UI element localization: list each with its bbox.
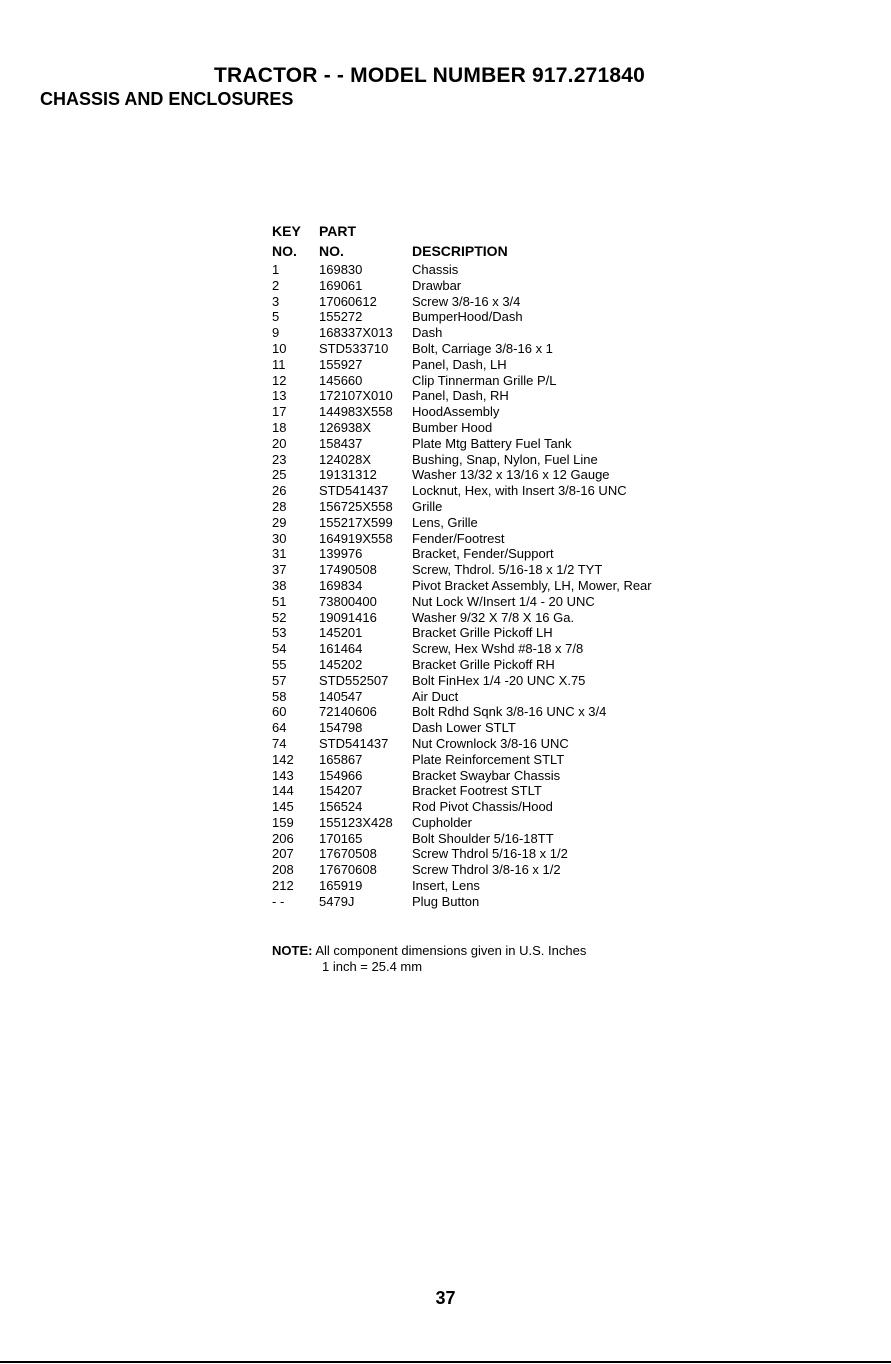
part-description: Bolt Shoulder 5/16-18TT <box>412 830 554 846</box>
part-description: Screw, Thdrol. 5/16-18 x 1/2 TYT <box>412 562 603 578</box>
part-number: 155927 <box>319 356 363 372</box>
part-number: 19091416 <box>319 609 377 625</box>
part-number: STD552507 <box>319 672 389 688</box>
key-number: 159 <box>272 814 294 830</box>
parts-row <box>272 657 652 673</box>
part-number: STD533710 <box>319 340 389 356</box>
key-number: 52 <box>272 609 287 625</box>
part-description: Clip Tinnerman Grille P/L <box>412 372 557 388</box>
note-label: NOTE: <box>272 943 313 958</box>
part-number: 169830 <box>319 262 363 277</box>
part-number: STD541437 <box>319 735 389 751</box>
part-number: 145201 <box>319 625 363 641</box>
part-description: Insert, Lens <box>412 878 480 894</box>
part-number: 156725X558 <box>319 498 393 514</box>
part-number: 17670508 <box>319 846 377 862</box>
key-number: 30 <box>272 530 287 546</box>
parts-row <box>272 515 652 531</box>
part-number: 140547 <box>319 688 363 704</box>
part-description: HoodAssembly <box>412 404 500 420</box>
part-number: 126938X <box>319 419 372 435</box>
key-number: 144 <box>272 783 294 799</box>
part-number: 19131312 <box>319 467 377 483</box>
part-description: Panel, Dash, RH <box>412 388 509 404</box>
key-number: 25 <box>272 467 287 483</box>
key-number: 3 <box>272 293 280 309</box>
part-description: Dash <box>412 325 443 341</box>
parts-row <box>272 594 652 610</box>
parts-list-header <box>272 223 652 262</box>
parts-row <box>272 831 652 847</box>
parts-row <box>272 562 652 578</box>
key-number: 31 <box>272 546 287 562</box>
part-number: 154207 <box>319 783 363 799</box>
part-number: 154966 <box>319 767 363 783</box>
part-description: Grille <box>412 498 443 514</box>
part-number: 144983X558 <box>319 404 393 420</box>
parts-row <box>272 467 652 483</box>
part-number: 154798 <box>319 720 363 736</box>
parts-row <box>272 894 652 910</box>
part-description: Washer 13/32 x 13/16 x 12 Gauge <box>412 467 610 483</box>
parts-row <box>272 704 652 720</box>
parts-row <box>272 531 652 547</box>
part-description: BumperHood/Dash <box>412 309 523 325</box>
part-description: Bumber Hood <box>412 419 493 435</box>
key-number: 1 <box>272 262 280 277</box>
part-description: Panel, Dash, LH <box>412 356 507 372</box>
note-line1: All component dimensions given in U.S. Inches <box>315 943 587 958</box>
key-number: 28 <box>272 498 287 514</box>
key-number: 10 <box>272 340 287 356</box>
part-description: Rod Pivot Chassis/Hood <box>412 799 553 815</box>
parts-row <box>272 357 652 373</box>
description-header: DESCRIPTION <box>412 243 508 259</box>
part-description: Bolt FinHex 1/4 -20 UNC X.75 <box>412 672 586 688</box>
part-description: Air Duct <box>412 688 459 704</box>
part-description: Bushing, Snap, Nylon, Fuel Line <box>412 451 598 467</box>
parts-row <box>272 388 652 404</box>
key-number: 2 <box>272 277 280 293</box>
part-number: 73800400 <box>319 593 377 609</box>
parts-row <box>272 499 652 515</box>
key-header-line1: KEY <box>272 223 301 239</box>
dimensions-note <box>272 943 586 975</box>
key-number: - - <box>272 893 285 909</box>
key-number: 208 <box>272 862 294 878</box>
key-number: 57 <box>272 672 287 688</box>
part-description: Drawbar <box>412 277 462 293</box>
key-number: 18 <box>272 419 287 435</box>
part-number: 169834 <box>319 577 363 593</box>
part-number: 155217X599 <box>319 514 393 530</box>
part-number: 158437 <box>319 435 363 451</box>
part-number: 169061 <box>319 277 363 293</box>
part-description: Chassis <box>412 262 459 277</box>
parts-row <box>272 420 652 436</box>
parts-row <box>272 452 652 468</box>
parts-row <box>272 404 652 420</box>
key-number: 11 <box>272 356 286 372</box>
part-number: 172107X010 <box>319 388 393 404</box>
parts-row <box>272 878 652 894</box>
part-number: 168337X013 <box>319 325 393 341</box>
part-description: Plug Button <box>412 893 480 909</box>
part-number: 161464 <box>319 641 363 657</box>
parts-row <box>272 546 652 562</box>
part-number: 165919 <box>319 878 363 894</box>
parts-row <box>272 325 652 341</box>
parts-row <box>272 373 652 389</box>
bottom-rule <box>0 1361 891 1363</box>
part-header-line2: NO. <box>319 243 344 259</box>
part-description: Bolt Rdhd Sqnk 3/8-16 UNC x 3/4 <box>412 704 607 720</box>
parts-row <box>272 483 652 499</box>
key-number: 74 <box>272 735 287 751</box>
key-number: 29 <box>272 514 287 530</box>
key-number: 23 <box>272 451 287 467</box>
part-number: 155272 <box>319 309 363 325</box>
key-number: 58 <box>272 688 287 704</box>
part-number: 17670608 <box>319 862 377 878</box>
parts-row <box>272 720 652 736</box>
part-description: Washer 9/32 X 7/8 X 16 Ga. <box>412 609 575 625</box>
part-description: Fender/Footrest <box>412 530 505 546</box>
key-number: 64 <box>272 720 287 736</box>
key-number: 5 <box>272 309 280 325</box>
parts-row <box>272 294 652 310</box>
part-number: STD541437 <box>319 483 389 499</box>
key-number: 143 <box>272 767 294 783</box>
part-number: 17490508 <box>319 562 377 578</box>
parts-row <box>272 625 652 641</box>
key-number: 20 <box>272 435 287 451</box>
parts-row <box>272 815 652 831</box>
part-description: Bracket Grille Pickoff RH <box>412 656 555 672</box>
parts-row <box>272 578 652 594</box>
part-description: Plate Mtg Battery Fuel Tank <box>412 435 572 451</box>
part-number: 17060612 <box>319 293 377 309</box>
part-number: 72140606 <box>319 704 377 720</box>
key-number: 53 <box>272 625 287 641</box>
part-description: Screw, Hex Wshd #8-18 x 7/8 <box>412 641 584 657</box>
section-title: CHASSIS AND ENCLOSURES <box>40 89 294 109</box>
part-description: Nut Crownlock 3/8-16 UNC <box>412 735 569 751</box>
part-description: Cupholder <box>412 814 472 830</box>
parts-row <box>272 846 652 862</box>
part-description: Locknut, Hex, with Insert 3/8-16 UNC <box>412 483 627 499</box>
parts-row <box>272 341 652 357</box>
part-number: 170165 <box>319 830 363 846</box>
part-description: Plate Reinforcement STLT <box>412 751 565 767</box>
key-number: 212 <box>272 878 294 894</box>
key-number: 54 <box>272 641 287 657</box>
part-number: 164919X558 <box>319 530 393 546</box>
part-description: Bolt, Carriage 3/8-16 x 1 <box>412 340 553 356</box>
part-description: Bracket Footrest STLT <box>412 783 542 799</box>
parts-row <box>272 799 652 815</box>
key-number: 37 <box>272 562 287 578</box>
key-number: 51 <box>272 593 287 609</box>
key-number: 55 <box>272 656 287 672</box>
part-number: 124028X <box>319 451 372 467</box>
parts-row <box>272 641 652 657</box>
part-description: Bracket Swaybar Chassis <box>412 767 561 783</box>
part-number: 139976 <box>319 546 363 562</box>
parts-row <box>272 862 652 878</box>
key-number: 145 <box>272 799 294 815</box>
part-number: 145202 <box>319 656 363 672</box>
parts-row <box>272 610 652 626</box>
part-description: Screw Thdrol 3/8-16 x 1/2 <box>412 862 561 878</box>
key-number: 38 <box>272 577 287 593</box>
key-number: 142 <box>272 751 294 767</box>
parts-row <box>272 752 652 768</box>
parts-row <box>272 673 652 689</box>
key-number: 17 <box>272 404 287 420</box>
parts-row <box>272 768 652 784</box>
key-number: 13 <box>272 388 287 404</box>
part-number: 145660 <box>319 372 363 388</box>
parts-row <box>272 783 652 799</box>
parts-row <box>272 262 652 278</box>
parts-row <box>272 278 652 294</box>
part-header-line1: PART <box>319 223 357 239</box>
part-description: Bracket, Fender/Support <box>412 546 554 562</box>
key-number: 26 <box>272 483 287 499</box>
part-description: Dash Lower STLT <box>412 720 516 736</box>
part-description: Screw Thdrol 5/16-18 x 1/2 <box>412 846 568 862</box>
key-number: 9 <box>272 325 280 341</box>
part-description: Nut Lock W/Insert 1/4 - 20 UNC <box>412 593 595 609</box>
page-title: TRACTOR - - MODEL NUMBER 917.271840 <box>214 64 645 87</box>
parts-list <box>272 223 652 910</box>
part-description: Screw 3/8-16 x 3/4 <box>412 293 521 309</box>
parts-rows <box>272 262 652 910</box>
page-number: 37 <box>435 1288 456 1308</box>
key-number: 12 <box>272 372 287 388</box>
part-number: 156524 <box>319 799 363 815</box>
key-number: 206 <box>272 830 294 846</box>
key-header-line2: NO. <box>272 243 297 259</box>
part-number: 155123X428 <box>319 814 393 830</box>
parts-row <box>272 309 652 325</box>
key-number: 60 <box>272 704 287 720</box>
part-number: 5479J <box>319 893 355 909</box>
part-description: Bracket Grille Pickoff LH <box>412 625 553 641</box>
parts-row <box>272 736 652 752</box>
key-number: 207 <box>272 846 294 862</box>
part-description: Pivot Bracket Assembly, LH, Mower, Rear <box>412 577 652 593</box>
part-description: Lens, Grille <box>412 514 478 530</box>
parts-row <box>272 436 652 452</box>
part-number: 165867 <box>319 751 363 767</box>
parts-row <box>272 689 652 705</box>
note-line2: 1 inch = 25.4 mm <box>322 959 423 974</box>
